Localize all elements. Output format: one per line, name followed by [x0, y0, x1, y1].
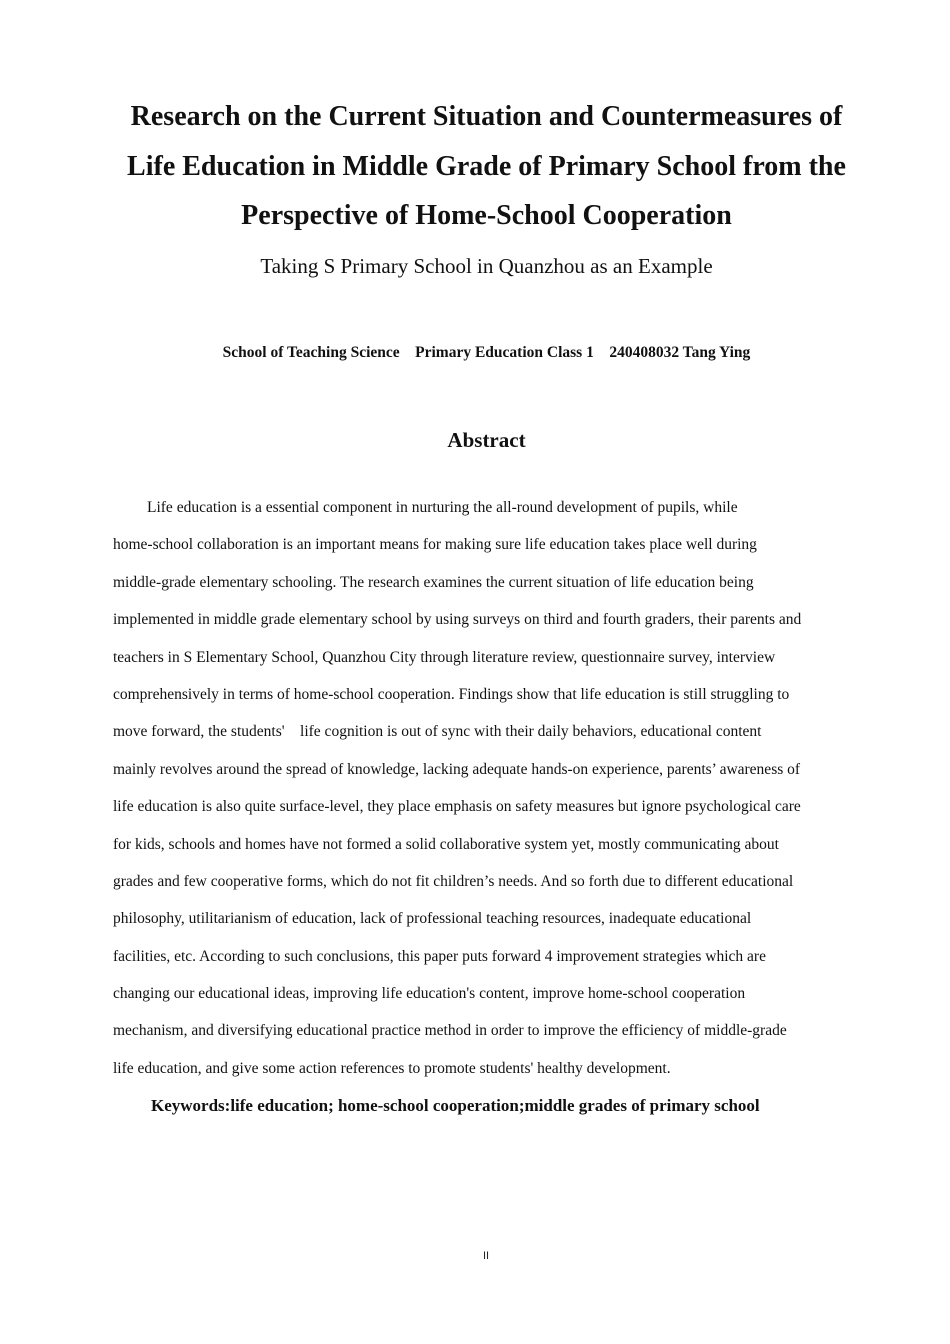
abstract-line: comprehensively in terms of home-school cooperation. Findings show that life education is still struggling to [113, 685, 790, 703]
title-line: Perspective of Home-School Cooperation [241, 200, 732, 231]
title-line: Research on the Current Situation and Countermeasures of [130, 101, 843, 132]
abstract-heading: Abstract [447, 428, 526, 452]
abstract-line: facilities, etc. According to such conclusions, this paper puts forward 4 improvement strategies which are [113, 947, 766, 965]
abstract-line: for kids, schools and homes have not formed a solid collaborative system yet, mostly communicating about [113, 835, 779, 853]
abstract-line: life education is also quite surface-level, they place emphasis on safety measures but ignore psychological care [113, 798, 801, 816]
keywords-line: Keywords:life education; home-school cooperation;middle grades of primary school [151, 1096, 760, 1115]
abstract-line: Life education is a essential component in nurturing the all-round development of pupils, while [147, 499, 738, 516]
abstract-line: middle-grade elementary schooling. The research examines the current situation of life education being [113, 573, 754, 591]
abstract-line: teachers in S Elementary School, Quanzhou City through literature review, questionnaire survey, interview [113, 648, 776, 666]
abstract-line: changing our educational ideas, improving life education's content, improve home-school cooperation [113, 985, 746, 1003]
abstract-line: implemented in middle grade elementary school by using surveys on third and fourth graders, their parents and [113, 611, 802, 629]
title-line: Life Education in Middle Grade of Primary School from the [127, 150, 846, 182]
abstract-line: mainly revolves around the spread of knowledge, lacking adequate hands-on experience, parents’ awareness of [113, 760, 801, 778]
abstract-line: home-school collaboration is an important means for making sure life education takes place well during [113, 536, 757, 554]
page-number: II [482, 1250, 490, 1262]
paper-subtitle: Taking S Primary School in Quanzhou as an Example [260, 254, 713, 278]
abstract-line: life education, and give some action references to promote students' healthy development. [113, 1059, 671, 1077]
abstract-line: grades and few cooperative forms, which do not fit children’s needs. And so forth due to different educational [113, 872, 794, 890]
paper-title [100, 92, 873, 241]
abstract-line: move forward, the students' life cognition is out of sync with their daily behaviors, educational content [113, 723, 762, 741]
abstract-body [113, 489, 865, 1087]
abstract-line: mechanism, and diversifying educational practice method in order to improve the efficiency of middle-grade [113, 1022, 787, 1040]
author-line: School of Teaching Science Primary Education Class 1 240408032 Tang Ying [222, 344, 751, 361]
abstract-line: philosophy, utilitarianism of education, lack of professional teaching resources, inadequate educational [113, 910, 752, 928]
